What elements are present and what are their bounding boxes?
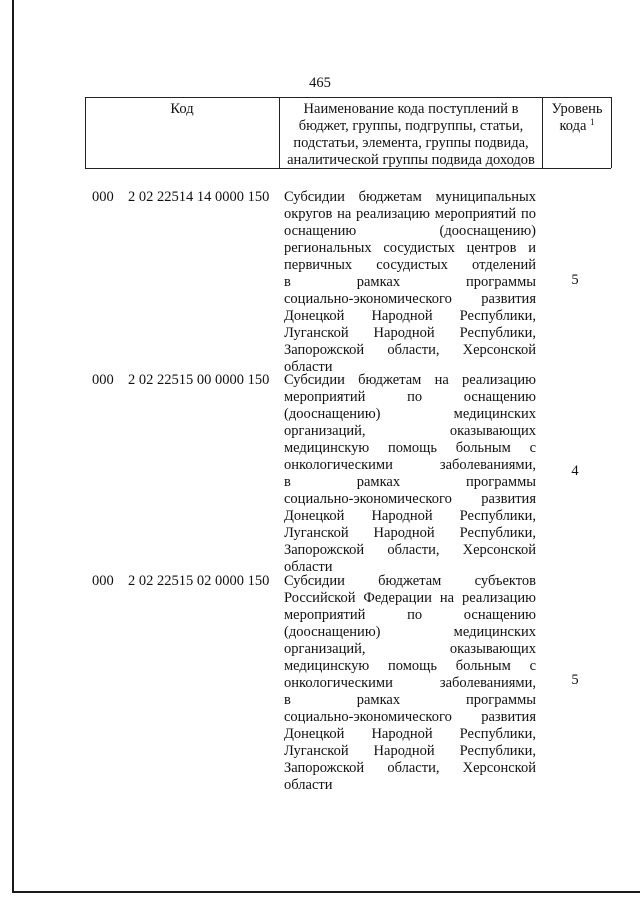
row-name-line: организаций, оказывающих [284,641,536,657]
row-name-line: Луганской Народной Республики, [284,525,536,541]
row-name-line: Субсидии бюджетам муниципальных [284,189,536,205]
row-name-line: онкологическими заболеваниями, [284,457,536,473]
row-name-line: в рамках программы [284,274,536,290]
row-name-line: (дооснащению) медицинских [284,624,536,640]
row-name-line: Луганской Народной Республики, [284,743,536,759]
row-name-line: области [284,777,333,793]
header-code: Код [170,101,194,117]
row-name-line: Запорожской области, Херсонской [284,342,536,358]
row-level: 5 [571,272,579,288]
header-name-line: Наименование кода поступлений в [303,101,519,117]
row-name-line: мероприятий по оснащению [284,607,536,623]
row-name-line: в рамках программы [284,474,536,490]
row-admin-code: 000 [92,189,114,205]
row-name-line: мероприятий по оснащению [284,389,536,405]
header-level-line: Уровень [551,101,603,117]
header-name-line: подстатьи, элемента, группы подвида, [293,135,529,151]
row-name-line: медицинскую помощь больным с [284,440,536,456]
row-classification-code: 2 02 22515 02 0000 150 [128,573,270,589]
scan-left-border [12,0,14,893]
row-classification-code: 2 02 22514 14 0000 150 [128,189,270,205]
row-name-line: в рамках программы [284,692,536,708]
row-name-line: (дооснащению) медицинских [284,406,536,422]
row-name-line: области [284,559,333,575]
page-number: 465 [309,75,331,91]
row-classification-code: 2 02 22515 00 0000 150 [128,372,270,388]
row-name-line: социально-экономического развития [284,491,536,507]
row-name-line: Запорожской области, Херсонской [284,542,536,558]
row-name-line: Донецкой Народной Республики, [284,308,536,324]
row-name-line: Российской Федерации на реализацию [284,590,536,606]
row-name-line: Луганской Народной Республики, [284,325,536,341]
row-name [284,573,536,794]
scan-bottom-border [12,891,640,893]
row-name-line: Субсидии бюджетам субъектов [284,573,536,589]
row-name-line: Субсидии бюджетам на реализацию [284,372,536,388]
row-name-line: оснащению (дооснащению) [284,223,536,239]
header-level-line: кода $^1$ [559,117,595,134]
header-name-line: бюджет, группы, подгруппы, статьи, [298,118,524,134]
row-name-line: социально-экономического развития [284,291,536,307]
row-name [284,189,536,376]
header-name [280,101,542,169]
row-admin-code: 000 [92,573,114,589]
row-name-line: организаций, оказывающих [284,423,536,439]
row-level: 5 [571,672,579,688]
row-name-line: региональных сосудистых центров и [284,240,536,256]
row-name [284,372,536,576]
row-admin-code: 000 [92,372,114,388]
row-name-line: социально-экономического развития [284,709,536,725]
row-name-line: первичных сосудистых отделений [284,257,536,273]
row-name-line: онкологическими заболеваниями, [284,675,536,691]
header-name-line: аналитической группы подвида доходов [287,152,535,168]
footnote-marker: 1 [590,117,595,127]
header-level [543,101,611,135]
row-name-line: области [284,359,333,375]
row-name-line: Донецкой Народной Республики, [284,726,536,742]
row-name-line: медицинскую помощь больным с [284,658,536,674]
header-divider [611,97,612,168]
row-name-line: Донецкой Народной Республики, [284,508,536,524]
row-level: 4 [571,463,579,479]
row-name-line: Запорожской области, Херсонской [284,760,536,776]
row-name-line: округов на реализацию мероприятий по [284,206,536,222]
